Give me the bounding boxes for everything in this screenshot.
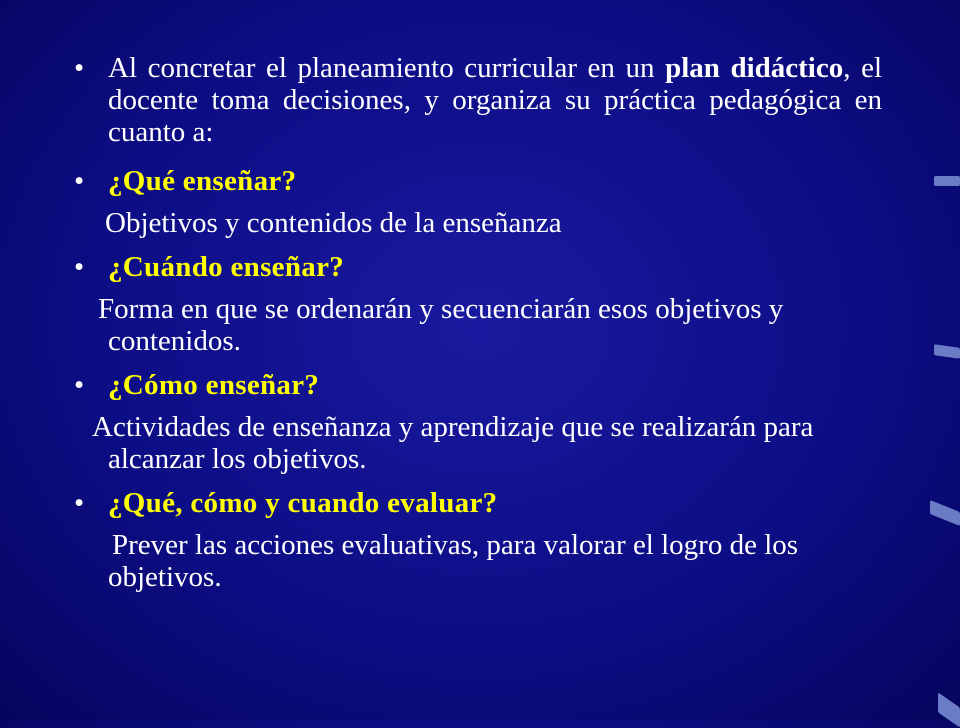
bullet-glyph: •: [74, 52, 85, 84]
bullet-glyph: •: [74, 165, 85, 197]
answer-text-2: Forma en que se ordenarán y secuenciarán esos objetivos y contenidos.: [98, 293, 784, 357]
answer-text-4: Prever las acciones evaluativas, para valorar el logro de los objetivos.: [108, 529, 799, 593]
intro-bullet: [72, 52, 882, 148]
question-bullet-2: [72, 251, 882, 283]
edge-mark-decoration: [934, 176, 960, 186]
answer-text-3: Actividades de enseñanza y aprendizaje que se realizarán para alcanzar los objetivos.: [92, 411, 814, 475]
question-bullet-1: [72, 165, 882, 197]
question-bullet-3: [72, 369, 882, 401]
edge-mark-decoration: [934, 344, 960, 359]
edge-mark-decoration: [930, 500, 960, 526]
bullet-glyph: •: [74, 251, 85, 283]
question-text: ¿Qué, cómo y cuando evaluar?: [108, 487, 498, 519]
question-text: ¿Cuándo enseñar?: [108, 251, 345, 283]
intro-text-after: , el docente toma decisiones, y organiza su práctica pedagógica en cuanto a:: [108, 52, 882, 148]
bullet-glyph: •: [74, 487, 85, 519]
question-text: ¿Cómo enseñar?: [108, 369, 320, 401]
intro-text-before: Al concretar el planeamiento curricular en un: [108, 52, 666, 84]
edge-mark-decoration: [938, 692, 960, 727]
bullet-glyph: •: [74, 369, 85, 401]
question-text: ¿Qué enseñar?: [108, 165, 297, 197]
intro-bold-text: plan didáctico: [665, 52, 844, 84]
question-bullet-4: [72, 487, 882, 519]
answer-text-1: Objetivos y contenidos de la enseñanza: [105, 207, 562, 239]
slide-content: [72, 52, 882, 605]
